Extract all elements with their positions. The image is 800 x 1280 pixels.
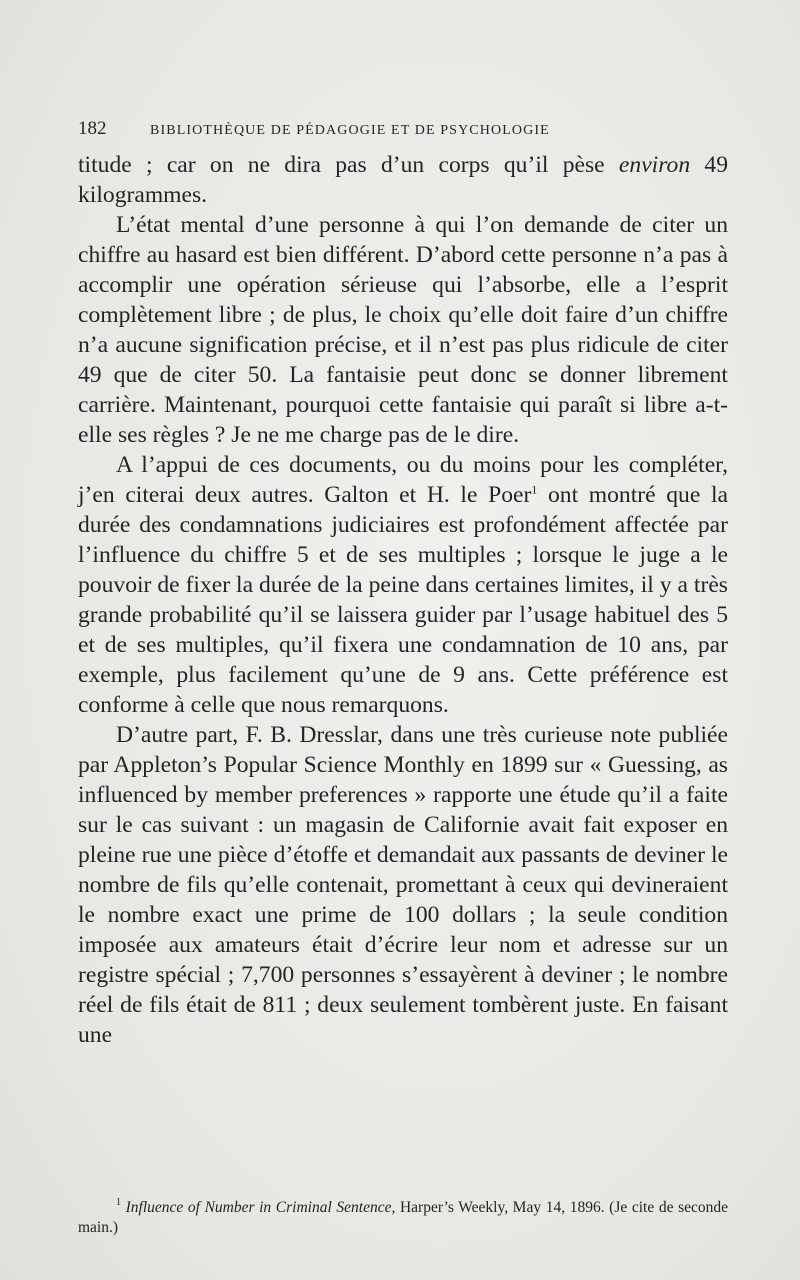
- paragraph-3: A l’appui de ces documents, ou du moins pour les compléter, j’en citerai deux autres. Galton et H. le Poer$^1$ ont montré que la durée des condamnations judiciaires est profondément affectée par l’influence du chiffre 5 et de ses multiples ; lorsque le juge a le pouvoir de fixer la durée de la peine dans certaines limites, il y a très grande probabilité qu’il se laissera guider par l’usage habituel des 5 et de ses multiples, qu’il fixera une condamnation de 10 ans, par exemple, plus facilement qu’une de 9 ans. Cette préférence est conforme à celle que nous remarquons.: [78, 452, 728, 718]
- running-title: BIBLIOTHÈQUE DE PÉDAGOGIE ET DE PSYCHOLOGIE: [150, 123, 550, 138]
- footnote: [78, 1198, 728, 1238]
- paragraph-1: titude ; car on ne dira pas d’un corps qu’il pèse environ 49 kilogrammes.: [78, 152, 728, 208]
- footnote-source: Harper’s Weekly, May 14, 1896. (Je cite de seconde main.): [78, 1199, 729, 1236]
- emphasis-environ: environ: [618, 152, 691, 178]
- paragraph-2: L’état mental d’une personne à qui l’on demande de citer un chiffre au hasard est bien différent. D’abord cette personne n’a pas à accomplir une opération sérieuse qui l’absorbe, elle a l’esprit complètement libre ; de plus, le choix qu’elle doit faire d’un chiffre n’a aucune signification précise, et il n’est pas plus ridicule de citer 49 que de citer 50. La fantaisie peut donc se donner librement carrière. Maintenant, pourquoi cette fantaisie qui paraît si libre a-t-elle ses règles ? Je ne me charge pas de le dire.: [78, 212, 728, 448]
- page-number: 182: [78, 118, 107, 139]
- body-text: [78, 150, 728, 1050]
- running-head: [78, 118, 732, 140]
- paragraph-4: D’autre part, F. B. Dresslar, dans une très curieuse note publiée par Appleton’s Popular Science Monthly en 1899 sur « Guessing, as influenced by member preferences » rapporte une étude qu’il a faite sur le cas suivant : un magasin de Californie avait fait exposer en pleine rue une pièce d’étoffe et demandait aux passants de deviner le nombre de fils qu’elle contenait, promettant à ceux qui devineraient le nombre exact une prime de 100 dollars ; la seule condition imposée aux amateurs était d’écrire leur nom et adresse sur un registre spécial ; 7,700 personnes s’essayèrent à deviner ; le nombre réel de fils était de 811 ; deux seulement tombèrent juste. En faisant une: [78, 722, 728, 1048]
- footnote-title: Influence of Number in Criminal Sentence,: [125, 1199, 396, 1216]
- footnote-reference: 1: [531, 482, 538, 497]
- footnote-mark: 1: [116, 1197, 121, 1208]
